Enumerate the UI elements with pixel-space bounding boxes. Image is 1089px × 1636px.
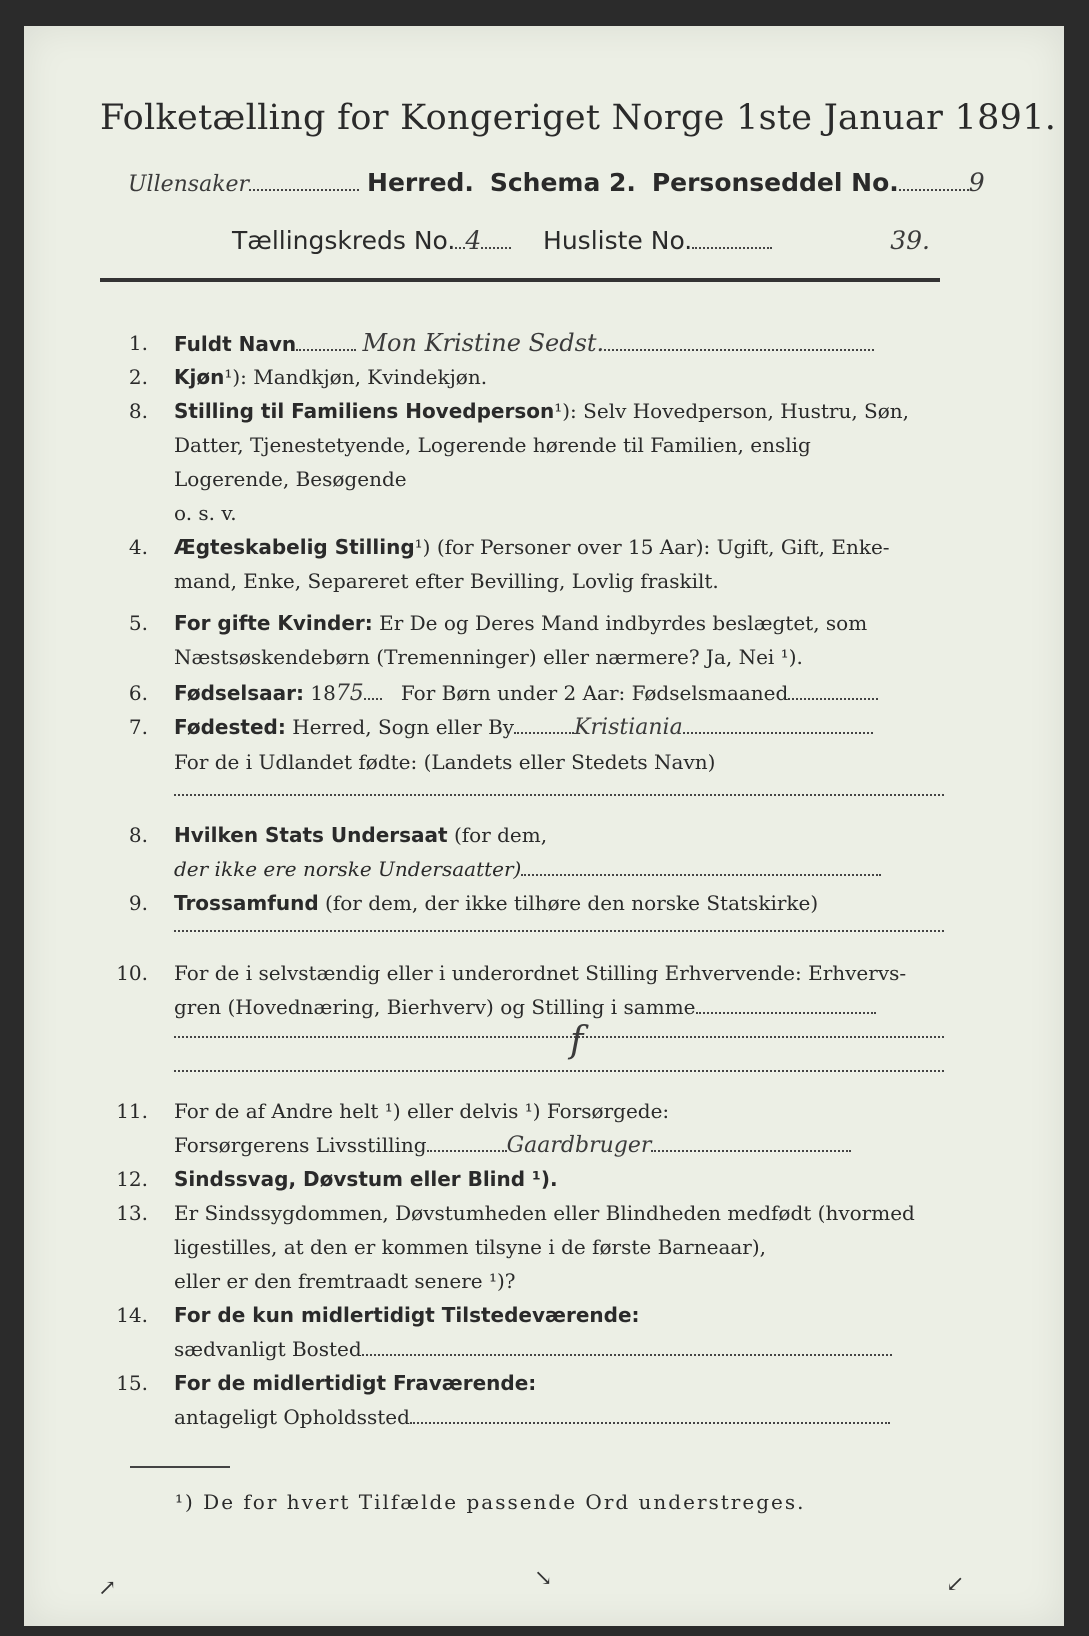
personseddel-value: 9 xyxy=(968,168,985,197)
herred-value: Ullensaker xyxy=(128,172,250,197)
blank-dotted-line xyxy=(174,930,944,932)
item-text: For de i selvstændig eller i underordnet Stilling Erhvervende: Erhvervs- xyxy=(174,961,907,985)
item-text: o. s. v. xyxy=(174,501,237,525)
dotted-fill xyxy=(455,246,465,249)
item-text: Forsørgerens Livsstilling xyxy=(174,1133,427,1157)
item-number: 4. xyxy=(128,535,148,559)
item-label: Fødested: xyxy=(174,715,286,739)
corner-mark-right: ↙ xyxy=(946,1572,965,1597)
dotted-fill xyxy=(427,1149,507,1152)
item-label: Stilling til Familiens Hovedperson xyxy=(174,399,555,423)
blank-dotted-line xyxy=(174,1070,944,1072)
husliste-label: Husliste No. xyxy=(543,226,693,255)
item-text: Er Sindssygdommen, Døvstumheden eller Blindheden medfødt (hvormed xyxy=(174,1201,915,1225)
item-text: Logerende, Besøgende xyxy=(174,467,407,491)
dotted-fill xyxy=(692,246,772,249)
dotted-fill xyxy=(410,1421,890,1424)
item-text: For de midlertidigt Fraværende: xyxy=(174,1371,537,1395)
item-text: Datter, Tjenestetyende, Logerende hørende til Familien, enslig xyxy=(174,433,811,457)
item-text: ¹): Selv Hovedperson, Hustru, Søn, xyxy=(554,399,910,423)
item-number: 14. xyxy=(116,1303,148,1327)
dotted-fill xyxy=(296,348,356,351)
item-number: 5. xyxy=(128,611,148,635)
dotted-fill xyxy=(899,188,969,191)
item-number: 10. xyxy=(116,961,148,985)
item-text: Herred, Sogn eller By xyxy=(292,715,515,739)
item-label: For gifte Kvinder: xyxy=(174,611,373,635)
herred-label: Herred. xyxy=(367,168,474,197)
dotted-fill xyxy=(249,188,359,191)
center-mark: ↘ xyxy=(534,1566,553,1591)
item-number: 6. xyxy=(128,681,148,705)
dotted-fill xyxy=(651,1149,851,1152)
item-label: Ægteskabelig Stilling xyxy=(174,535,415,559)
dotted-fill xyxy=(364,697,382,700)
item-number: 2. xyxy=(128,365,148,389)
item-text: gren (Hovednæring, Bierhverv) og Stilling i samme xyxy=(174,995,696,1019)
dotted-fill xyxy=(696,1011,876,1014)
item-text: Sindssvag, Døvstum eller Blind ¹). xyxy=(174,1167,558,1191)
item-number: 13. xyxy=(116,1201,148,1225)
item-text: (for dem, der ikke tilhøre den norske Statskirke) xyxy=(325,891,819,915)
header-rule xyxy=(100,278,940,282)
blank-dotted-line xyxy=(174,794,944,796)
item-text: der ikke ere norske Undersaatter) xyxy=(174,857,522,881)
item-label: Hvilken Stats Undersaat xyxy=(174,823,448,847)
item-text: ¹) (for Personer over 15 Aar): Ugift, Gift, Enke- xyxy=(414,535,890,559)
item-number: 12. xyxy=(116,1167,148,1191)
header-line-kreds xyxy=(232,226,930,255)
item-number: 1. xyxy=(128,331,148,355)
item-text: ¹): Mandkjøn, Kvindekjøn. xyxy=(224,365,488,389)
personseddel-label: Personseddel No. xyxy=(651,168,899,197)
husliste-value: 39. xyxy=(890,226,930,255)
item-text: mand, Enke, Separeret efter Bevilling, Lovlig fraskilt. xyxy=(174,569,719,593)
item-text: sædvanligt Bosted xyxy=(174,1337,362,1361)
dotted-fill xyxy=(604,348,874,351)
year-prefix: 18 xyxy=(310,681,336,705)
item-text: For Børn under 2 Aar: Fødselsmaaned xyxy=(400,681,789,705)
item-number: 11. xyxy=(116,1099,148,1123)
footnote-rule xyxy=(130,1466,230,1468)
dotted-fill xyxy=(521,873,881,876)
corner-mark-left: ↗ xyxy=(98,1576,117,1601)
item-text: For de af Andre helt ¹) eller delvis ¹) Forsørgede: xyxy=(174,1099,670,1123)
kreds-value: 4 xyxy=(465,226,482,255)
item-text: Næstsøskendebørn (Tremenninger) eller nærmere? Ja, Nei ¹). xyxy=(174,645,803,669)
item-label: Trossamfund xyxy=(174,891,319,915)
kreds-label: Tællingskreds No. xyxy=(232,226,456,255)
schema-label: Schema 2. xyxy=(489,168,636,197)
birth-year-value: 75 xyxy=(335,681,364,706)
form-title: Folketælling for Kongeriget Norge 1ste Januar 1891. xyxy=(100,98,1057,138)
provider-occupation-value: Gaardbruger xyxy=(506,1133,652,1158)
item-text: For de kun midlertidigt Tilstedeværende: xyxy=(174,1303,640,1327)
item-label: Kjøn xyxy=(174,365,225,389)
dotted-fill xyxy=(788,697,878,700)
item-text: Er De og Deres Mand indbyrdes beslægtet, som xyxy=(379,611,868,635)
item-number: 9. xyxy=(128,891,148,915)
dotted-fill xyxy=(481,246,511,249)
dotted-fill xyxy=(514,731,574,734)
blank-dotted-line xyxy=(174,1036,944,1038)
dotted-fill xyxy=(362,1353,892,1356)
item-text: (for dem, xyxy=(453,823,548,847)
footnote: ¹) De for hvert Tilfælde passende Ord understreges. xyxy=(175,1490,806,1514)
item-text: ligestilles, at den er kommen tilsyne i de første Barneaar), xyxy=(174,1235,767,1259)
full-name-value: Mon Kristine Sedst. xyxy=(362,329,605,357)
item-number: 8. xyxy=(128,399,148,423)
item-text: antageligt Opholdssted xyxy=(174,1405,410,1429)
item-text: For de i Udlandet fødte: (Landets eller Stedets Navn) xyxy=(174,750,716,774)
item-number: 7. xyxy=(128,715,148,739)
item-label: Fuldt Navn xyxy=(174,332,297,356)
dotted-fill xyxy=(683,731,873,734)
item-number: 15. xyxy=(116,1371,148,1395)
header-line-herred xyxy=(128,168,985,197)
item-label: Fødselsaar: xyxy=(174,681,304,705)
item-text: eller er den fremtraadt senere ¹)? xyxy=(174,1269,516,1293)
item-number: 8. xyxy=(128,823,148,847)
birthplace-value: Kristiania xyxy=(574,715,683,740)
occupation-mark: f xyxy=(570,1020,584,1061)
